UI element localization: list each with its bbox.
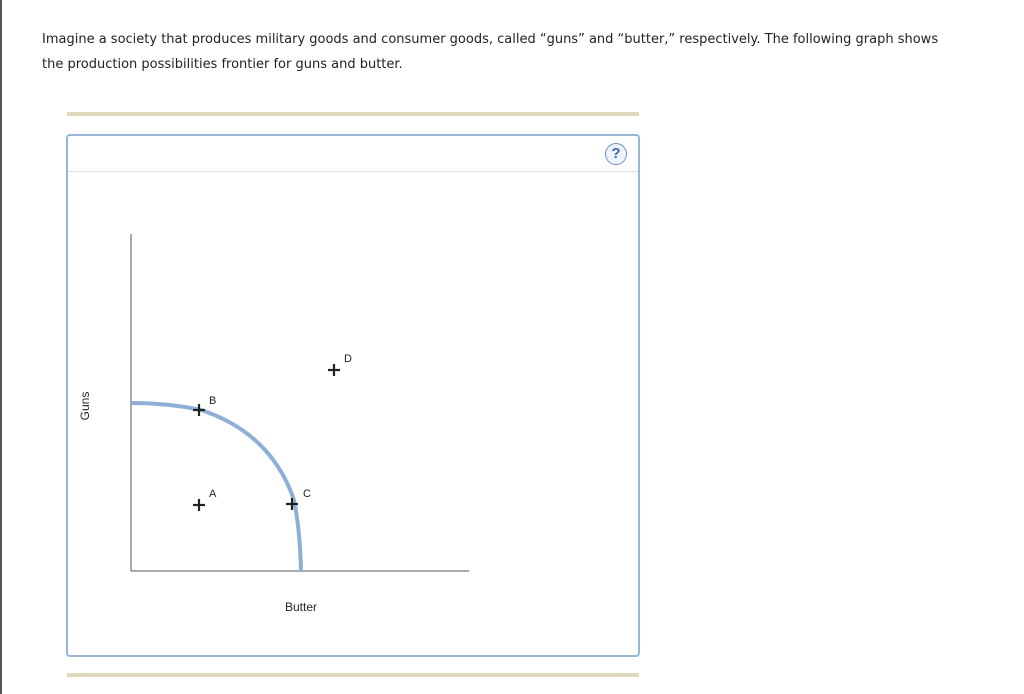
y-axis-label: Guns [78, 391, 92, 421]
ppf-curve [131, 403, 301, 571]
point-b-marker[interactable] [193, 404, 205, 416]
point-a-marker[interactable] [193, 499, 205, 511]
point-a-label: A [209, 488, 217, 500]
x-axis-label: Butter [284, 600, 318, 614]
point-b-label: B [209, 395, 217, 407]
help-icon[interactable]: ? [605, 143, 627, 165]
point-d-label: D [344, 353, 352, 365]
divider-bottom [67, 673, 639, 677]
point-d-marker[interactable] [328, 364, 340, 376]
question-prompt: Imagine a society that produces military goods and consumer goods, called “guns” and “butter,” respectively. The following graph shows the production possibilities frontier for guns and butter. [42, 32, 939, 72]
point-c-label: C [303, 488, 311, 500]
